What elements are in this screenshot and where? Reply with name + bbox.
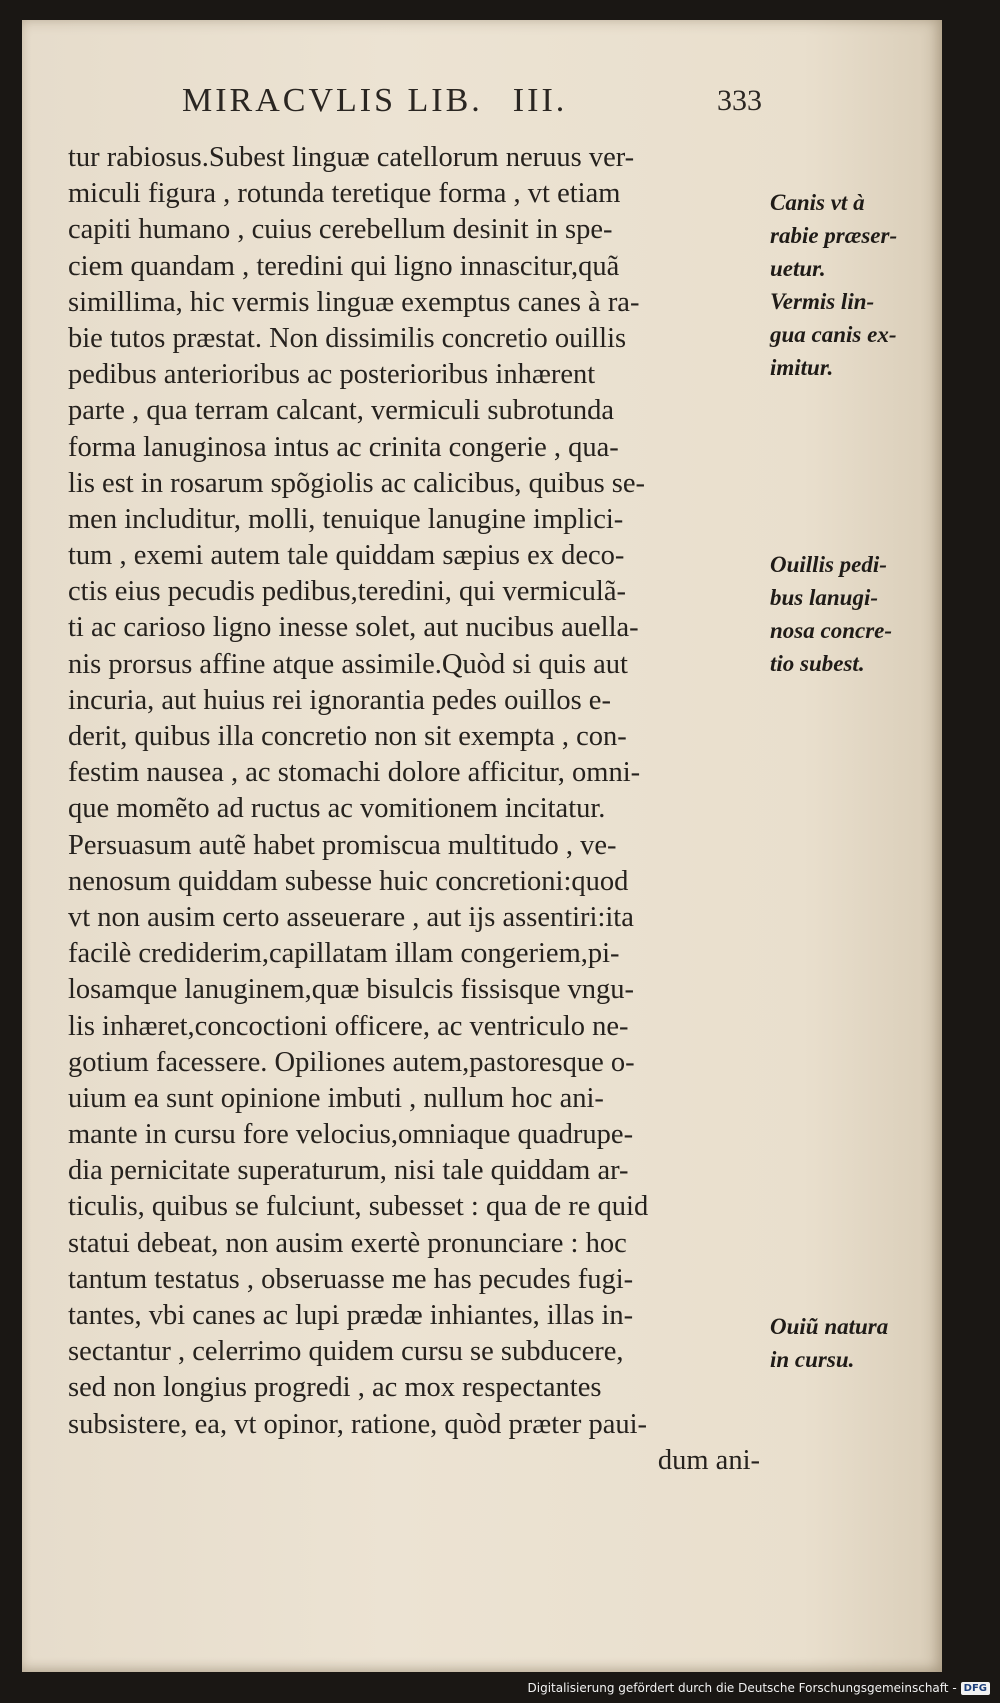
text-line: pedibus anterioribus ac posterioribus inhærent <box>68 359 596 391</box>
note-line: Ouiũ natura <box>770 1314 889 1339</box>
text-line: tum , exemi autem tale quiddam sæpius ex deco- <box>68 540 625 572</box>
book-page <box>22 20 942 1672</box>
text-line: forma lanuginosa intus ac crinita congerie , qua- <box>68 431 619 463</box>
text-line: nis prorsus affine atque assimile.Quòd si quis aut <box>68 648 628 680</box>
text-line: bie tutos præstat. Non dissimilis concretio ouillis <box>68 322 627 354</box>
text-line: tantes, vbi canes ac lupi prædæ inhiantes, illas in- <box>68 1300 634 1331</box>
note-line: tio subest. <box>770 651 865 676</box>
text-line: festim nausea , ac stomachi dolore afficitur, omni- <box>68 757 641 789</box>
page-number: 333 <box>717 84 762 117</box>
book-number: III. <box>512 82 568 119</box>
text-line: dia pernicitate superaturum, nisi tale quiddam ar- <box>68 1155 629 1187</box>
note-line: rabie præser- <box>770 223 898 248</box>
marginal-note-rabies <box>770 186 940 384</box>
text-line: sectantur , celerrimo quidem cursu se subducere, <box>68 1336 624 1368</box>
marginal-note-cursus <box>770 1310 940 1376</box>
dfg-logo: DFG <box>961 1682 990 1695</box>
text-line: nenosum quiddam subesse huic concretioni:quod <box>68 865 629 897</box>
note-line: Canis vt à <box>770 190 865 215</box>
text-line: incuria, aut huius rei ignorantia pedes ouillos e- <box>68 684 611 716</box>
text-line: que momẽto ad ructus ac vomitionem incitatur. <box>68 793 606 825</box>
text-line: Persuasum autẽ habet promiscua multitudo , ve- <box>68 829 617 861</box>
text-line: ti ac carioso ligno inesse solet, aut nucibus auella- <box>68 612 639 644</box>
text-line: mante in cursu fore velocius,omniaque quadrupe- <box>68 1119 634 1151</box>
text-line: capiti humano , cuius cerebellum desinit in spe- <box>68 214 613 246</box>
note-line: gua canis ex- <box>770 322 897 347</box>
text-line: ctis eius pecudis pedibus,teredini, qui vermiculã- <box>68 576 626 608</box>
text-line: uium ea sunt opinione imbuti , nullum hoc ani- <box>68 1082 604 1114</box>
note-line: in cursu. <box>770 1347 855 1372</box>
text-line: subsistere, ea, vt opinor, ratione, quòd præter paui- <box>68 1408 648 1440</box>
text-line: statui debeat, non ausim exertè pronunciare : hoc <box>68 1227 627 1259</box>
text-line: ticulis, quibus se fulciunt, subesset : qua de re quid <box>68 1191 649 1223</box>
digitization-credit <box>528 1681 991 1695</box>
catchword: dum ani- <box>657 1444 760 1476</box>
text-line: tantum testatus , obseruasse me has pecudes fugi- <box>68 1263 634 1295</box>
text-line: ciem quandam , teredini qui ligno innascitur,quã <box>68 250 620 282</box>
text-line: facilè crediderim,capillatam illam congeriem,pi- <box>68 938 620 970</box>
text-line: men includitur, molli, tenuique lanugine implici- <box>68 503 624 535</box>
marginal-note-concretio <box>770 548 940 680</box>
note-line: uetur. <box>770 256 826 281</box>
note-line: imitur. <box>770 355 834 380</box>
running-header <box>182 82 762 120</box>
text-line: gotium facessere. Opiliones autem,pastoresque o- <box>68 1046 635 1078</box>
running-title: MIRACVLIS LIB. <box>182 82 483 119</box>
main-text-block <box>68 140 768 1479</box>
text-line: lis est in rosarum spõgiolis ac calicibus, quibus se- <box>68 467 646 499</box>
note-line: Ouillis pedi- <box>770 552 887 577</box>
note-line: bus lanugi- <box>770 585 879 610</box>
text-line: simillima, hic vermis linguæ exemptus canes à ra- <box>68 286 640 318</box>
text-line: lis inhæret,concoctioni officere, ac ventriculo ne- <box>68 1010 629 1042</box>
text-line: derit, quibus illa concretio non sit exempta , con- <box>68 721 627 752</box>
credit-text: Digitalisierung gefördert durch die Deutsche Forschungsgemeinschaft - <box>527 1681 957 1695</box>
note-line: Vermis lin- <box>770 289 875 314</box>
text-line: losamque lanuginem,quæ bisulcis fissisque vngu- <box>68 974 634 1006</box>
text-line: sed non longius progredi , ac mox respectantes <box>68 1372 602 1404</box>
text-line: parte , qua terram calcant, vermiculi subrotunda <box>68 395 615 427</box>
text-line: miculi figura , rotunda teretique forma , vt etiam <box>68 178 621 210</box>
text-line: vt non ausim certo asseuerare , aut ijs assentiri:ita <box>68 901 634 933</box>
text-line: tur rabiosus.Subest linguæ catellorum neruus ver- <box>68 142 635 173</box>
note-line: nosa concre- <box>770 618 893 643</box>
